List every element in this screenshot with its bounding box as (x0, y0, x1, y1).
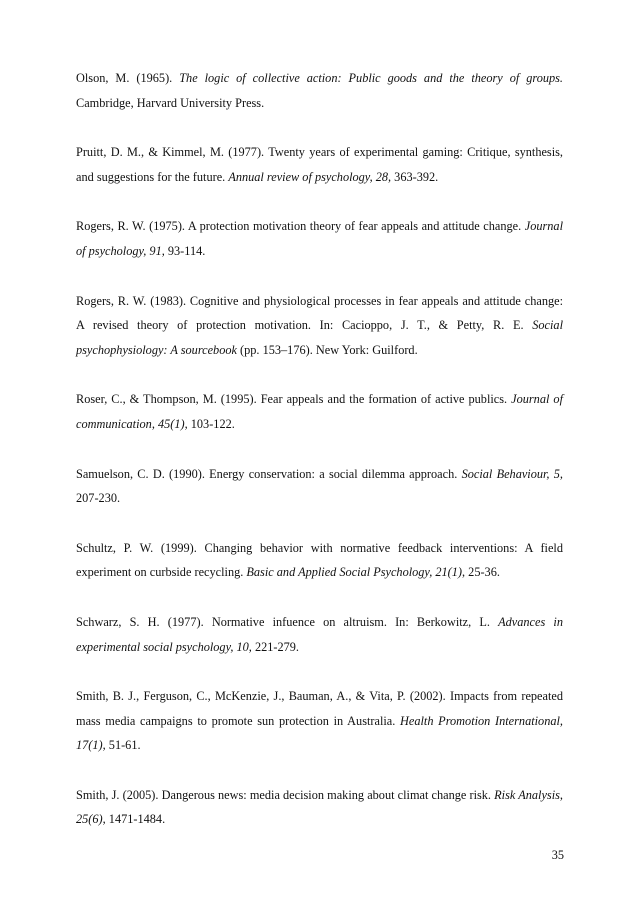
reference-text: Rogers, R. W. (1975). A protection motivation theory of fear appeals and attitude change. (76, 219, 525, 234)
reference-publication-info: 363-392. (391, 169, 439, 184)
reference-source-title: The logic of collective action: Public goods and the theory of groups. (179, 71, 563, 85)
reference-text: Roser, C., & Thompson, M. (1995). Fear appeals and the formation of active publics. (76, 392, 512, 407)
page-number: 35 (551, 848, 564, 862)
reference-entry-olson-1965 (76, 66, 563, 115)
reference-publication-info: 221-279. (251, 639, 300, 654)
reference-entry-schultz-1999 (76, 536, 563, 585)
reference-publication-info: , 25-36. (462, 565, 500, 580)
reference-source-title: Journal of psychology, 91, (76, 219, 563, 258)
reference-text: Schultz, P. W. (1999). Changing behavior with normative feedback interventions: A field experiment on curbside recycling. (76, 540, 563, 580)
reference-publication-info: 103-122. (187, 416, 235, 431)
reference-source-title: Social Behaviour, 5, (461, 466, 563, 481)
reference-source-title: Journal of communication, 45(1), (76, 392, 563, 431)
reference-text: Samuelson, C. D. (1990). Energy conservation: a social dilemma approach. (76, 466, 462, 481)
reference-text: Schwarz, S. H. (1977). Normative infuence on altruism. In: Berkowitz, L. (76, 614, 499, 629)
reference-entry-smith-2005 (76, 783, 563, 832)
reference-text: Smith, J. (2005). Dangerous news: media decision making about climat change risk. (76, 787, 495, 802)
reference-text: Pruitt, D. M., & Kimmel, M. (1977). Twenty years of experimental gaming: Critique, synthesis, and suggestions for the future. (76, 145, 563, 184)
reference-entry-smith-2002 (76, 684, 563, 758)
reference-publication-info: 1471-1484. (105, 812, 166, 827)
reference-source-title: Social psychophysiology: A sourcebook (76, 318, 563, 357)
reference-source-title: Risk Analysis, 25(6), (76, 787, 563, 827)
reference-entry-pruitt-1977 (76, 140, 563, 189)
reference-entry-schwarz-1977 (76, 610, 563, 659)
reference-entry-rogers-1983 (76, 289, 563, 363)
reference-publication-info: 93-114. (164, 243, 206, 258)
reference-source-title: Advances in experimental social psychology, 10, (76, 614, 563, 654)
reference-publication-info: 207-230. (76, 491, 121, 506)
reference-source-title: Basic and Applied Social Psychology, 21(1) (246, 565, 463, 580)
reference-text: Smith, B. J., Ferguson, C., McKenzie, J., Bauman, A., & Vita, P. (2002). Impacts from repeated mass media campaigns to promote sun protection in Australia. (76, 689, 563, 728)
reference-entry-rogers-1975 (76, 214, 563, 263)
reference-publication-info: 51-61. (105, 738, 141, 753)
reference-text: Olson, M. (1965). (76, 71, 180, 85)
reference-source-title: Health Promotion International, 17(1), (76, 713, 563, 753)
reference-source-title: Annual review of psychology, 28, (228, 169, 392, 184)
reference-text: Rogers, R. W. (1983). Cognitive and physiological processes in fear appeals and attitude change: A revised theory of protection motivation. In: Cacioppo, J. T., & Petty, R. E. (76, 293, 563, 333)
reference-list (76, 66, 563, 857)
reference-publication-info: Cambridge, Harvard University Press. (76, 95, 265, 110)
reference-entry-roser-1995 (76, 387, 563, 436)
reference-entry-samuelson-1990 (76, 462, 563, 511)
reference-publication-info: (pp. 153–176). New York: Guilford. (236, 342, 418, 357)
